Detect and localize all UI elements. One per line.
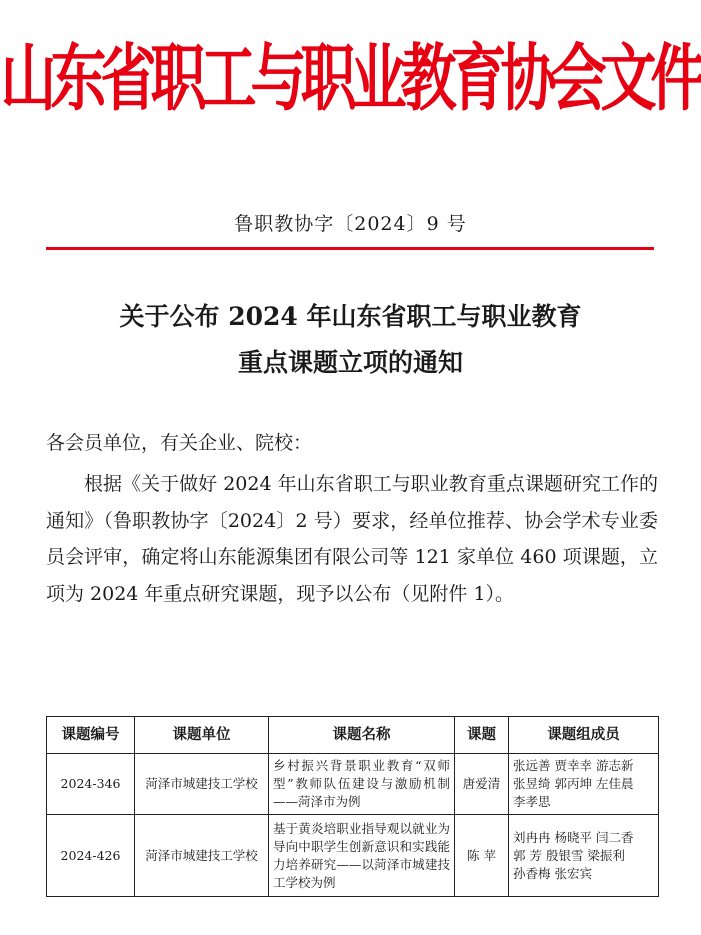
topic-leader: 唐爱清 (455, 754, 509, 815)
header-topic-number: 课题编号 (47, 717, 135, 754)
greeting: 各会员单位，有关企业、院校： (46, 432, 313, 454)
topic-name: 乡村振兴背景职业教育“双师型”教师队伍建设与激励机制——菏泽市为例 (269, 754, 455, 815)
member-line: 张昱绮 郭丙坤 左佳晨 (513, 776, 634, 791)
member-line: 郭 芳 殷银雪 梁振利 (513, 847, 625, 863)
document-number: 鲁职教协字〔2024〕9 号 (234, 213, 467, 235)
member-line: 张远善 贾幸幸 游志新 (513, 758, 634, 773)
table-row (47, 754, 659, 815)
header-topic-leader: 课题 (455, 717, 509, 754)
topic-number: 2024-426 (47, 815, 135, 897)
topic-unit: 菏泽市城建技工学校 (135, 754, 269, 815)
header-topic-name: 课题名称 (269, 717, 455, 754)
red-divider-line (46, 247, 654, 250)
notice-title-line-1: 关于公布 2024 年山东省职工与职业教育 (119, 302, 582, 331)
masthead-title: 山东省职工与职业教育协会文件 (0, 37, 701, 122)
topic-number: 2024-346 (47, 754, 135, 815)
topic-members (509, 754, 659, 815)
header-topic-members: 课题组成员 (509, 717, 659, 754)
notice-title-line-2: 重点课题立项的通知 (237, 348, 463, 377)
body-paragraph: 根据《关于做好 2024 年山东省职工与职业教育重点课题研究工作的通知》（鲁职教协字〔2024〕2 号）要求，经单位推荐、协会学术专业委员会评审，确定将山东能源集团有限公司等 121 家单位 460 项课题，立项为 2024 年重点研究课题，现予以公布（见附件 1）。 (46, 473, 658, 605)
member-line: 李孝思 (513, 794, 551, 809)
topic-name: 基于黄炎培职业指导观以就业为导向中职学生创新意识和实践能力培养研究——以菏泽市城建技工学校为例 (269, 815, 455, 897)
topics-table (46, 716, 659, 897)
member-line: 孙香梅 张宏宾 (513, 865, 592, 881)
header-topic-unit: 课题单位 (135, 717, 269, 754)
table-row (47, 815, 659, 897)
topic-unit: 菏泽市城建技工学校 (135, 815, 269, 897)
topic-members (509, 815, 659, 897)
member-line: 刘冉冉 杨晓平 闫二香 (513, 829, 634, 845)
topic-leader: 陈 苹 (455, 815, 509, 897)
table-header-row (47, 717, 659, 754)
